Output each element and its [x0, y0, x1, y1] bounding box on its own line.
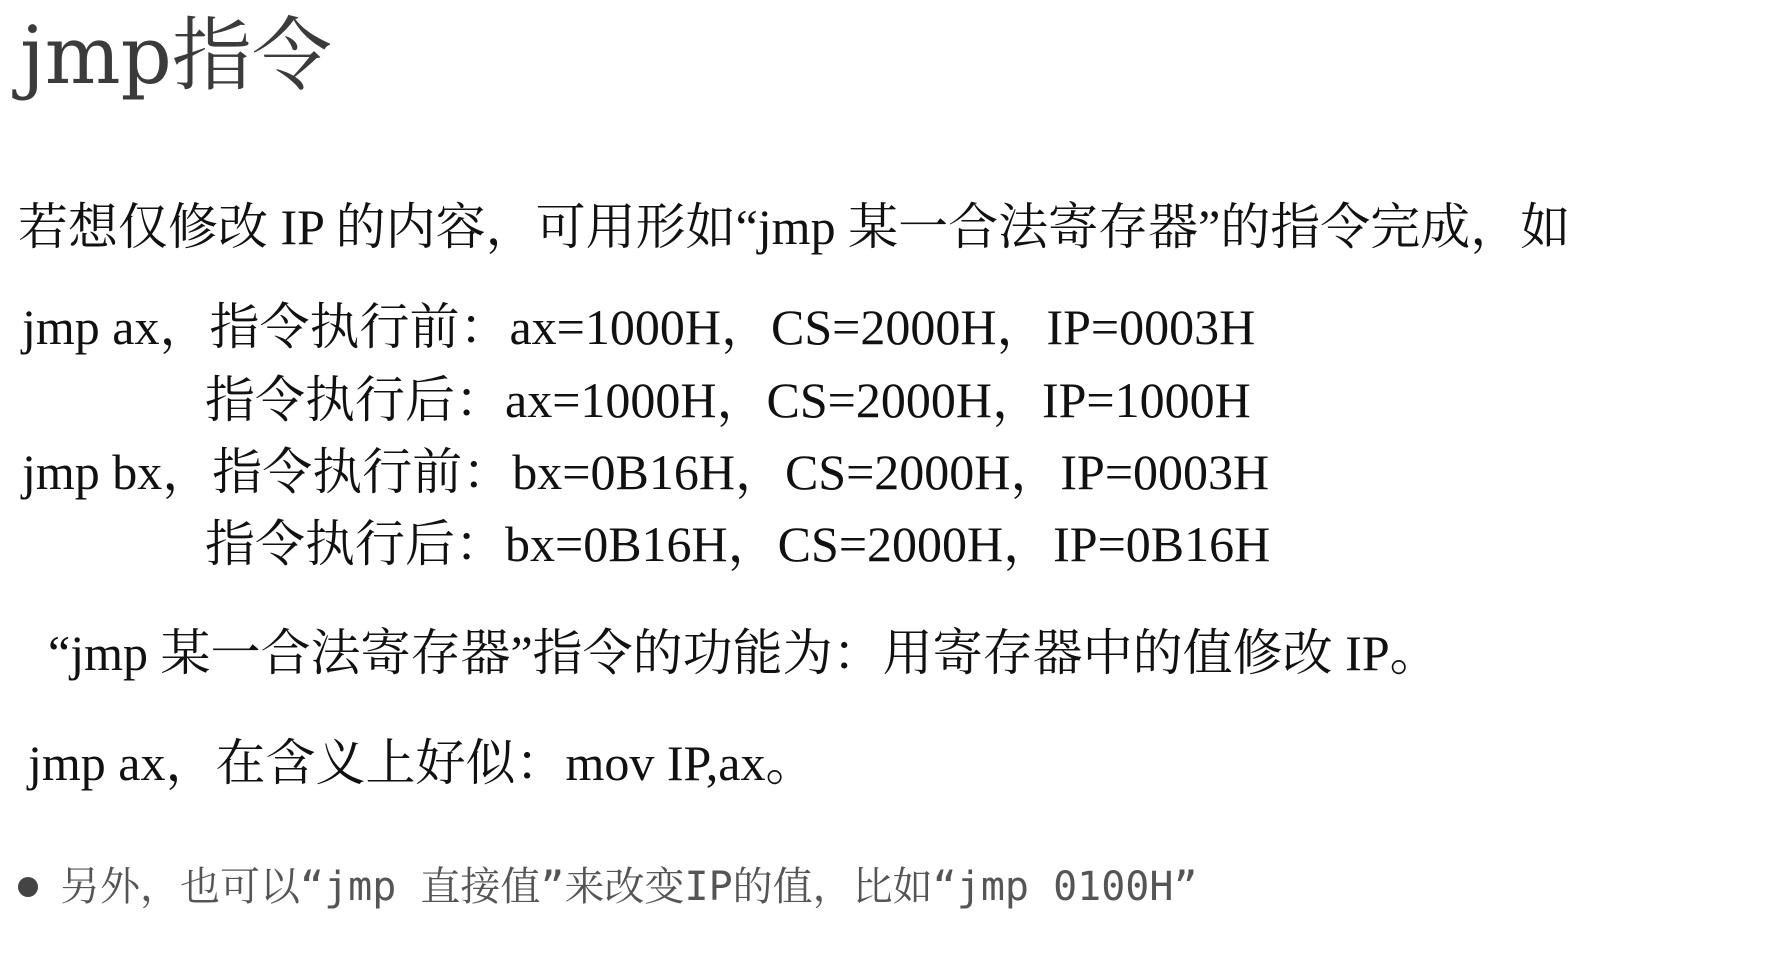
example-jmp-ax-after: 指令执行后：ax=1000H，CS=2000H，IP=1000H — [205, 372, 1251, 428]
equivalence-note: jmp ax，在含义上好似：mov IP,ax。 — [28, 735, 816, 791]
function-description: “jmp 某一合法寄存器”指令的功能为：用寄存器中的值修改 IP。 — [48, 625, 1440, 681]
bullet-text: 另外，也可以“jmp 直接值”来改变IP的值，比如“jmp 0100H” — [60, 864, 1198, 910]
example-jmp-bx-after: 指令执行后：bx=0B16H，CS=2000H，IP=0B16H — [205, 516, 1271, 572]
bullet-item — [18, 857, 1198, 917]
bullet-dot-icon — [18, 877, 38, 897]
intro-paragraph: 若想仅修改 IP 的内容，可用形如“jmp 某一合法寄存器”的指令完成，如 — [18, 199, 1571, 255]
example-jmp-bx-before: jmp bx，指令执行前：bx=0B16H，CS=2000H，IP=0003H — [22, 444, 1270, 500]
page-title: jmp指令 — [20, 9, 332, 102]
example-jmp-ax-before: jmp ax，指令执行前：ax=1000H，CS=2000H，IP=0003H — [22, 299, 1256, 355]
